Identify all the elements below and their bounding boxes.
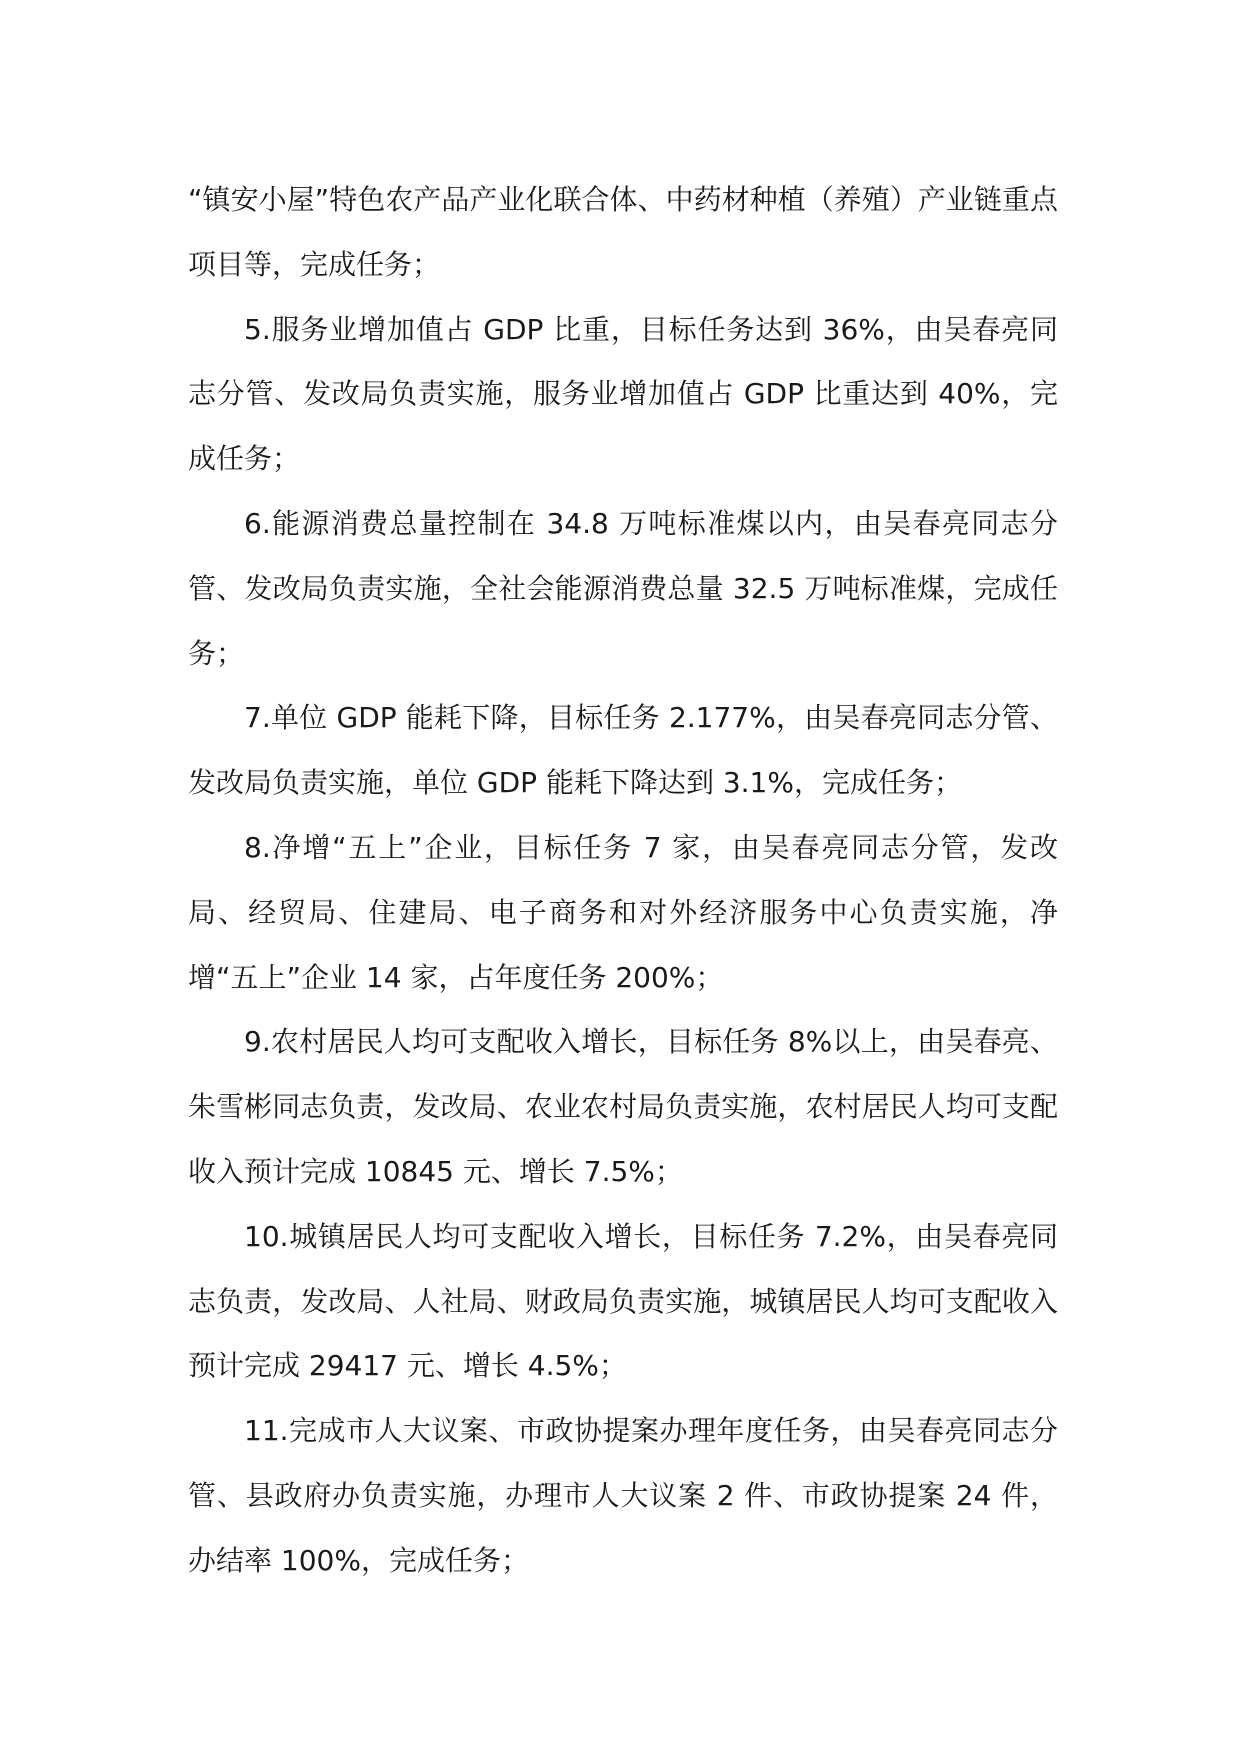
paragraph-item-10: 10.城镇居民人均可支配收入增长，目标任务 7.2%，由吴春亮同志负责，发改局、人社局、财政局负责实施，城镇居民人均可支配收入预计完成 29417 元、增长 4.5%； [188, 1219, 1058, 1383]
paragraph-item-6: 6.能源消费总量控制在 34.8 万吨标准煤以内，由吴春亮同志分管、发改局负责实施，全社会能源消费总量 32.5 万吨标准煤，完成任务； [188, 506, 1058, 670]
paragraph-continuation: “镇安小屋”特色农产品产业化联合体、中药材种植（养殖）产业链重点项目等，完成任务； [188, 183, 1058, 281]
paragraph-item-9: 9.农村居民人均可支配收入增长，目标任务 8%以上，由吴春亮、朱雪彬同志负责，发改局、农业农村局负责实施，农村居民人均可支配收入预计完成 10845 元、增长 7.5%； [188, 1025, 1058, 1188]
paragraph-item-8: 8.净增“五上”企业，目标任务 7 家，由吴春亮同志分管，发改局、经贸局、住建局、电子商务和对外经济服务中心负责实施，净增“五上”企业 14 家，占年度任务 200%； [188, 830, 1058, 994]
paragraph-item-5: 5.服务业增加值占 GDP 比重，目标任务达到 36%，由吴春亮同志分管、发改局负责实施，服务业增加值占 GDP 比重达到 40%，完成任务； [188, 312, 1058, 476]
paragraph-item-11: 11.完成市人大议案、市政协提案办理年度任务，由吴春亮同志分管、县政府办负责实施，办理市人大议案 2 件、市政协提案 24 件，办结率 100%，完成任务； [188, 1414, 1058, 1577]
paragraph-item-7: 7.单位 GDP 能耗下降，目标任务 2.177%，由吴春亮同志分管、发改局负责实施，单位 GDP 能耗下降达到 3.1%，完成任务； [188, 701, 1058, 800]
document-body [188, 168, 1058, 1594]
